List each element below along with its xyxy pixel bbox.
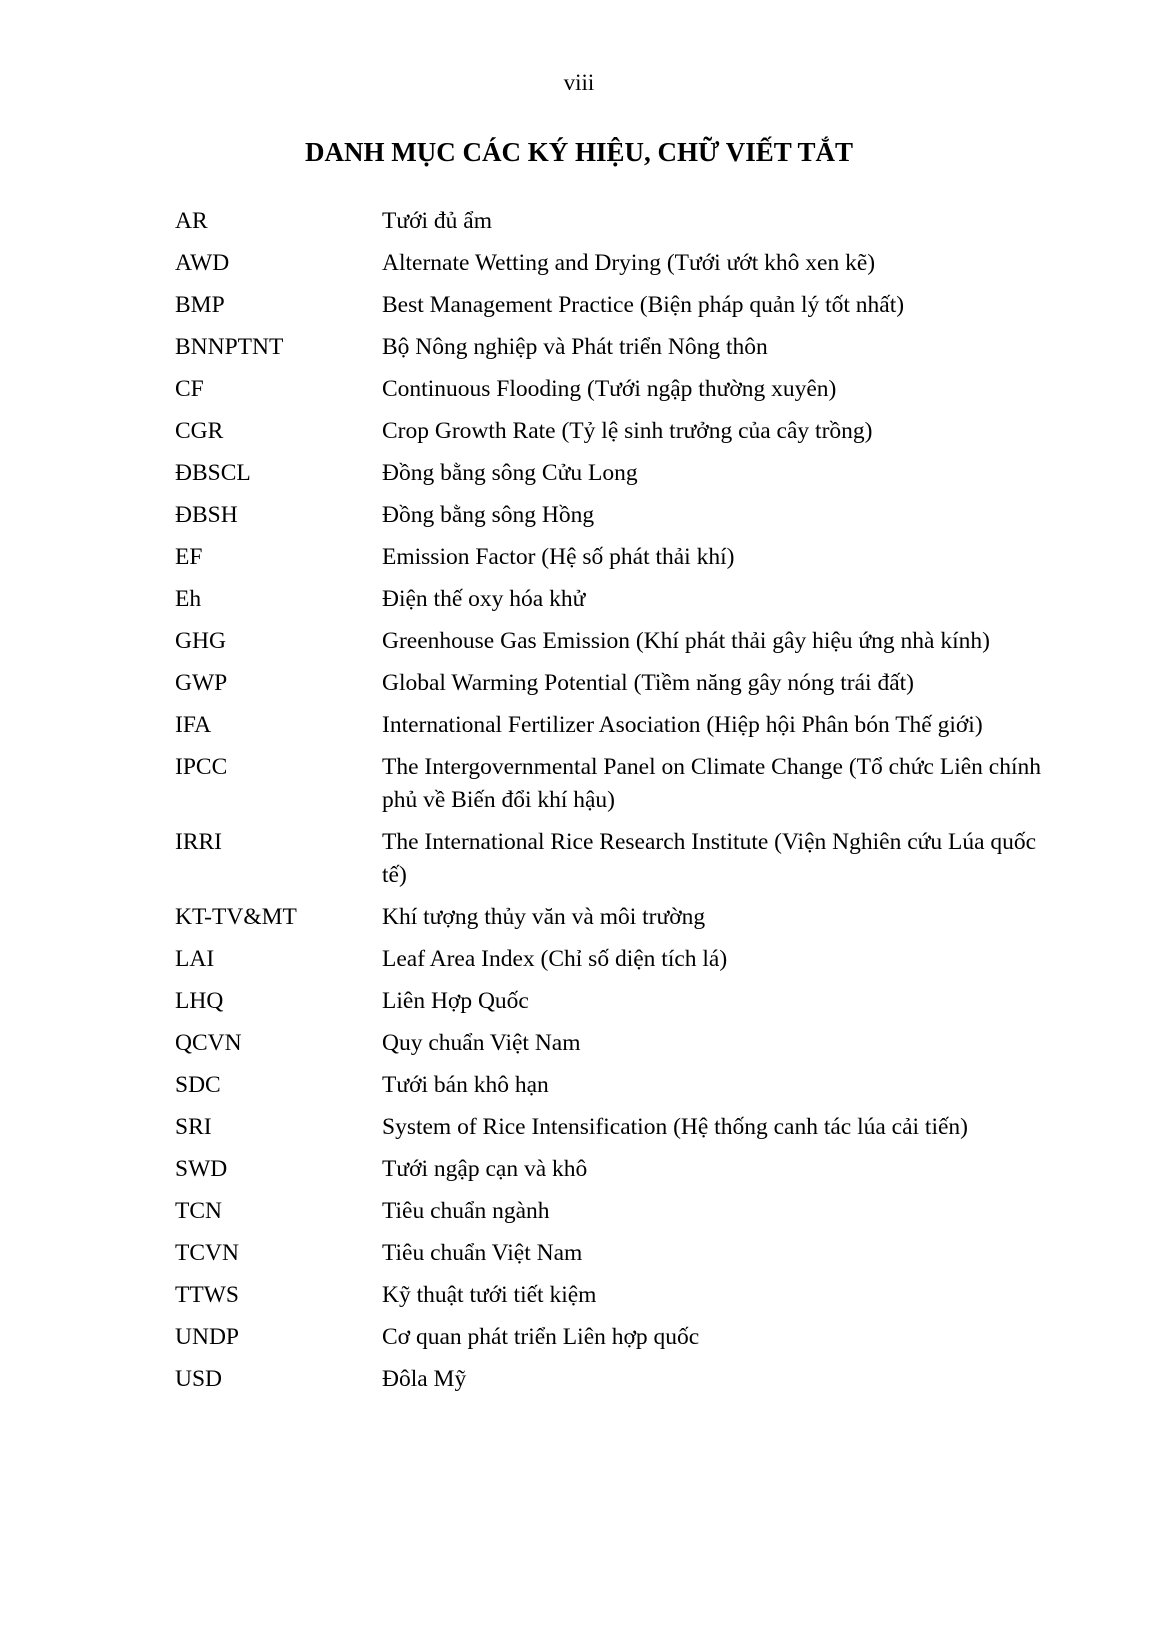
abbreviation-meaning: Đôla Mỹ xyxy=(382,1365,467,1392)
abbreviation-meaning: Tưới bán khô hạn xyxy=(382,1071,549,1098)
abbreviation-code: Eh xyxy=(175,585,202,612)
abbreviation-row xyxy=(175,746,1045,821)
abbreviation-row xyxy=(175,704,1045,746)
abbreviation-row xyxy=(175,1106,1045,1148)
abbreviation-row xyxy=(175,1148,1045,1190)
abbreviation-meaning: Bộ Nông nghiệp và Phát triển Nông thôn xyxy=(382,333,768,360)
abbreviation-row xyxy=(175,494,1045,536)
abbreviation-list xyxy=(175,200,1045,1400)
abbreviation-meaning: International Fertilizer Asociation (Hiệp hội Phân bón Thế giới) xyxy=(382,711,983,738)
abbreviation-meaning: Tiêu chuẩn Việt Nam xyxy=(382,1239,583,1266)
abbreviation-row xyxy=(175,200,1045,242)
abbreviation-meaning: Global Warming Potential (Tiềm năng gây nóng trái đất) xyxy=(382,669,914,696)
abbreviation-meaning: Emission Factor (Hệ số phát thải khí) xyxy=(382,543,735,570)
abbreviation-meaning: Liên Hợp Quốc xyxy=(382,987,529,1014)
abbreviation-row xyxy=(175,1274,1045,1316)
abbreviation-meaning: Leaf Area Index (Chỉ số diện tích lá) xyxy=(382,945,728,972)
abbreviation-code: QCVN xyxy=(175,1029,242,1056)
abbreviation-meaning: The Intergovernmental Panel on Climate Change (Tổ chức Liên chính phủ về Biến đổi khí hậu) xyxy=(382,753,1041,813)
abbreviation-row xyxy=(175,1358,1045,1400)
abbreviation-code: IFA xyxy=(175,711,212,738)
abbreviation-code: TTWS xyxy=(175,1281,239,1308)
abbreviation-code: SRI xyxy=(175,1113,212,1140)
abbreviation-meaning: The International Rice Research Institute (Viện Nghiên cứu Lúa quốc tế) xyxy=(382,828,1037,888)
abbreviation-row xyxy=(175,536,1045,578)
abbreviation-meaning: System of Rice Intensification (Hệ thống canh tác lúa cải tiến) xyxy=(382,1113,968,1140)
abbreviation-code: TCN xyxy=(175,1197,222,1224)
abbreviation-meaning: Khí tượng thủy văn và môi trường xyxy=(382,903,706,930)
abbreviation-row xyxy=(175,662,1045,704)
abbreviation-code: AR xyxy=(175,207,208,234)
abbreviation-code: IPCC xyxy=(175,753,228,780)
abbreviation-code: TCVN xyxy=(175,1239,239,1266)
abbreviation-code: ĐBSH xyxy=(175,501,238,528)
abbreviation-meaning: Cơ quan phát triển Liên hợp quốc xyxy=(382,1323,700,1350)
abbreviation-meaning: Kỹ thuật tưới tiết kiệm xyxy=(382,1281,597,1308)
abbreviation-row xyxy=(175,452,1045,494)
abbreviation-row xyxy=(175,284,1045,326)
abbreviation-row xyxy=(175,1190,1045,1232)
abbreviation-code: LAI xyxy=(175,945,215,972)
abbreviation-row xyxy=(175,620,1045,662)
page-title: DANH MỤC CÁC KÝ HIỆU, CHỮ VIẾT TẮT xyxy=(304,137,854,167)
abbreviation-meaning: Crop Growth Rate (Tỷ lệ sinh trưởng của cây trồng) xyxy=(382,417,873,444)
abbreviation-row xyxy=(175,1064,1045,1106)
abbreviation-code: IRRI xyxy=(175,828,222,855)
abbreviation-code: BNNPTNT xyxy=(175,333,284,360)
abbreviation-row xyxy=(175,938,1045,980)
abbreviation-row xyxy=(175,821,1045,896)
abbreviation-row xyxy=(175,896,1045,938)
abbreviation-meaning: Best Management Practice (Biện pháp quản lý tốt nhất) xyxy=(382,291,905,318)
abbreviation-meaning: Tiêu chuẩn ngành xyxy=(382,1197,550,1224)
abbreviation-meaning: Đồng bằng sông Cửu Long xyxy=(382,459,638,486)
abbreviation-code: ĐBSCL xyxy=(175,459,251,486)
abbreviation-row xyxy=(175,242,1045,284)
abbreviation-code: SWD xyxy=(175,1155,228,1182)
abbreviation-code: USD xyxy=(175,1365,223,1392)
abbreviation-code: BMP xyxy=(175,291,225,318)
abbreviation-meaning: Điện thế oxy hóa khử xyxy=(382,585,586,612)
abbreviation-code: KT-TV&MT xyxy=(175,903,297,930)
abbreviation-code: UNDP xyxy=(175,1323,239,1350)
abbreviation-code: SDC xyxy=(175,1071,221,1098)
abbreviation-code: GWP xyxy=(175,669,228,696)
abbreviation-row xyxy=(175,1316,1045,1358)
abbreviation-row xyxy=(175,1022,1045,1064)
abbreviation-meaning: Greenhouse Gas Emission (Khí phát thải gây hiệu ứng nhà kính) xyxy=(382,627,990,654)
abbreviation-row xyxy=(175,368,1045,410)
abbreviation-code: CGR xyxy=(175,417,224,444)
abbreviation-row xyxy=(175,980,1045,1022)
abbreviation-row xyxy=(175,326,1045,368)
abbreviation-code: LHQ xyxy=(175,987,224,1014)
abbreviation-meaning: Đồng bằng sông Hồng xyxy=(382,501,595,528)
abbreviation-meaning: Alternate Wetting and Drying (Tưới ướt khô xen kẽ) xyxy=(382,249,876,276)
abbreviation-code: GHG xyxy=(175,627,226,654)
abbreviation-row xyxy=(175,410,1045,452)
abbreviation-meaning: Quy chuẩn Việt Nam xyxy=(382,1029,581,1056)
abbreviation-code: EF xyxy=(175,543,203,570)
abbreviation-row xyxy=(175,578,1045,620)
abbreviation-code: AWD xyxy=(175,249,230,276)
abbreviation-meaning: Tưới đủ ẩm xyxy=(382,207,493,234)
page-number: viii xyxy=(563,70,595,95)
abbreviation-row xyxy=(175,1232,1045,1274)
abbreviation-code: CF xyxy=(175,375,204,402)
abbreviation-meaning: Tưới ngập cạn và khô xyxy=(382,1155,588,1182)
abbreviation-meaning: Continuous Flooding (Tưới ngập thường xuyên) xyxy=(382,375,837,402)
